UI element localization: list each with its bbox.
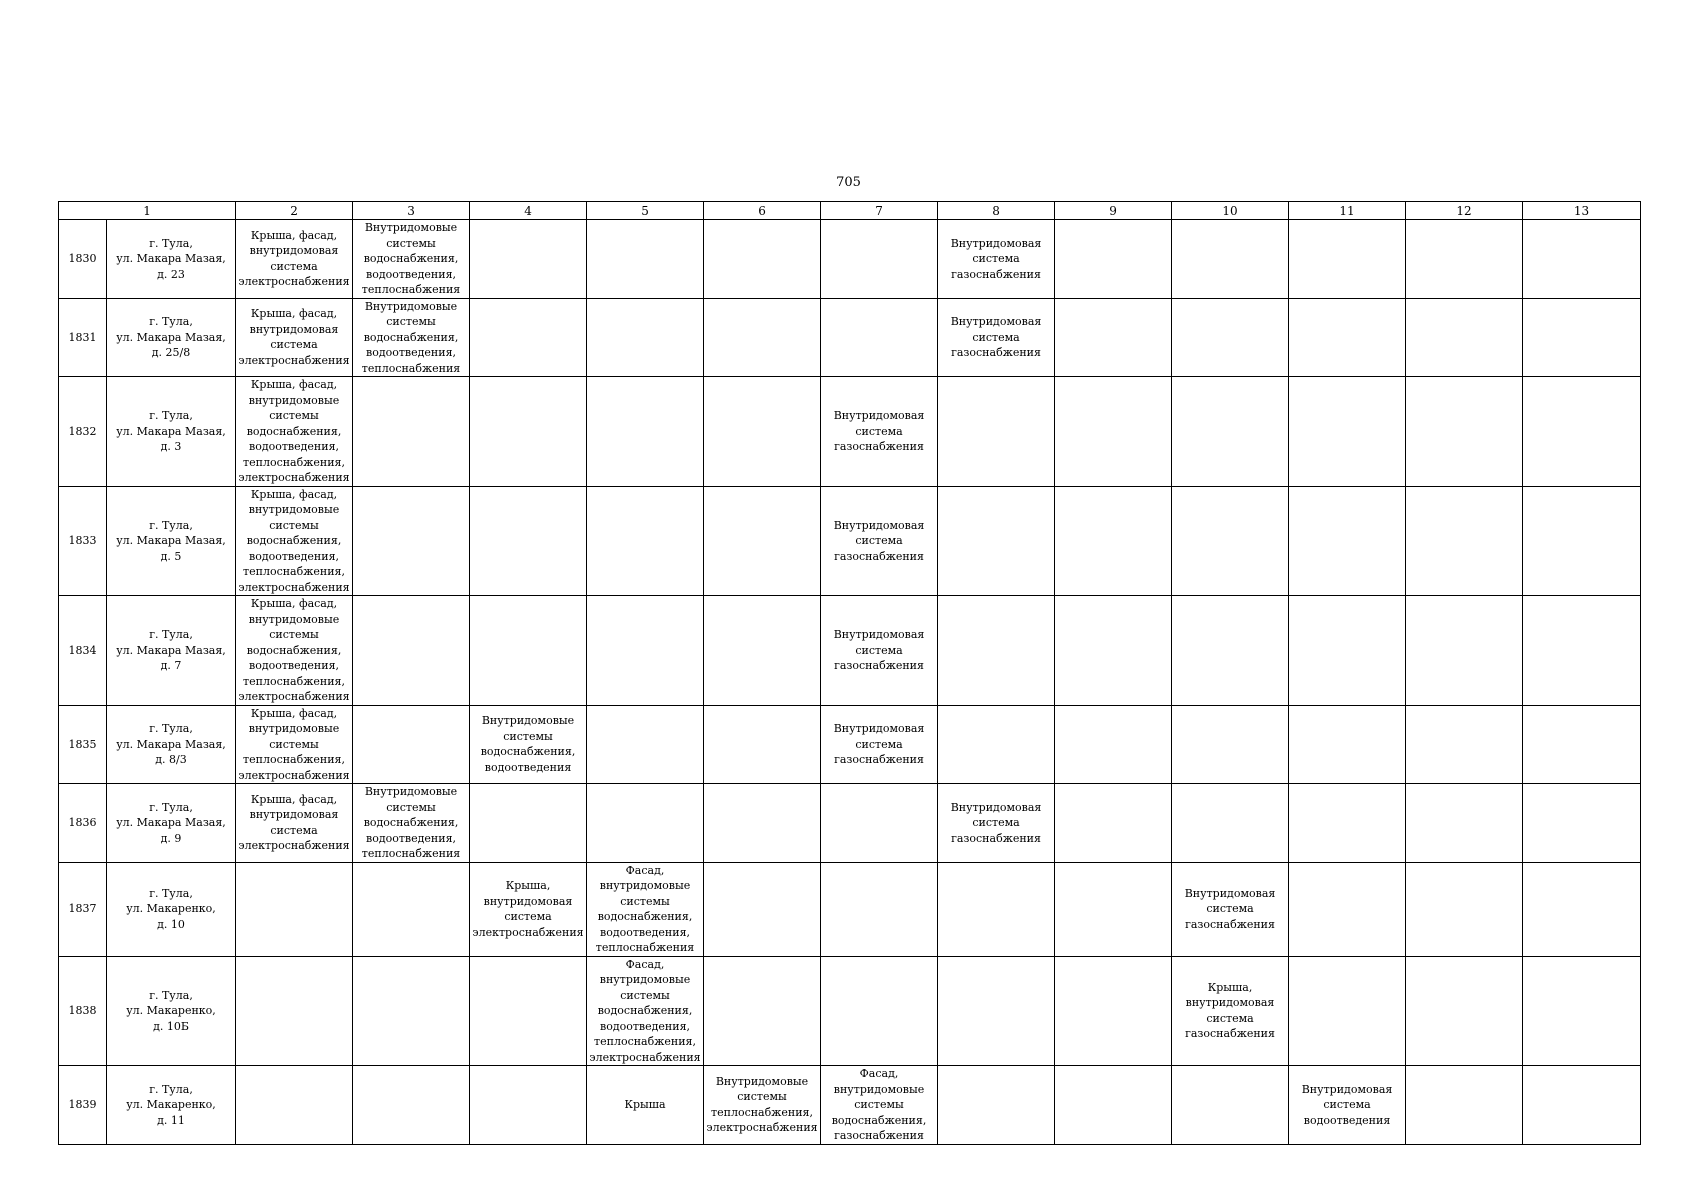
table-row xyxy=(59,705,1641,784)
work-cell-col-7 xyxy=(821,784,938,863)
work-cell-col-10 xyxy=(1172,298,1289,377)
work-cell-col-7 xyxy=(821,862,938,956)
work-cell-col-7: Внутридомовая система газоснабжения xyxy=(821,705,938,784)
work-cell-col-5 xyxy=(587,705,704,784)
work-cell-col-2: Крыша, фасад, внутридомовая система электроснабжения xyxy=(236,220,353,299)
address-cell: г. Тула, ул. Макаренко, д. 11 xyxy=(107,1066,236,1145)
work-cell-col-11 xyxy=(1289,705,1406,784)
work-cell-col-5 xyxy=(587,220,704,299)
work-cell-col-3 xyxy=(353,862,470,956)
work-cell-col-5 xyxy=(587,377,704,487)
work-cell-col-4 xyxy=(470,486,587,596)
work-cell-col-10 xyxy=(1172,784,1289,863)
work-cell-col-12 xyxy=(1406,377,1523,487)
table-row xyxy=(59,377,1641,487)
row-number: 1838 xyxy=(59,956,107,1066)
work-cell-col-10 xyxy=(1172,220,1289,299)
address-cell: г. Тула, ул. Макара Мазая, д. 25/8 xyxy=(107,298,236,377)
column-number-8: 8 xyxy=(938,202,1055,220)
work-cell-col-8 xyxy=(938,705,1055,784)
work-cell-col-9 xyxy=(1055,220,1172,299)
work-cell-col-3 xyxy=(353,596,470,706)
work-cell-col-6 xyxy=(704,298,821,377)
work-cell-col-9 xyxy=(1055,377,1172,487)
table-row xyxy=(59,956,1641,1066)
work-cell-col-11 xyxy=(1289,784,1406,863)
column-number-9: 9 xyxy=(1055,202,1172,220)
work-cell-col-11 xyxy=(1289,486,1406,596)
work-cell-col-12 xyxy=(1406,1066,1523,1145)
address-cell: г. Тула, ул. Макара Мазая, д. 8/3 xyxy=(107,705,236,784)
work-cell-col-12 xyxy=(1406,705,1523,784)
work-cell-col-3 xyxy=(353,956,470,1066)
work-cell-col-9 xyxy=(1055,298,1172,377)
work-cell-col-13 xyxy=(1523,486,1641,596)
work-cell-col-7: Внутридомовая система газоснабжения xyxy=(821,377,938,487)
work-cell-col-6 xyxy=(704,220,821,299)
work-cell-col-5 xyxy=(587,486,704,596)
work-cell-col-5: Крыша xyxy=(587,1066,704,1145)
work-cell-col-6 xyxy=(704,705,821,784)
column-number-3: 3 xyxy=(353,202,470,220)
work-cell-col-13 xyxy=(1523,1066,1641,1145)
address-cell: г. Тула, ул. Макара Мазая, д. 23 xyxy=(107,220,236,299)
row-number: 1832 xyxy=(59,377,107,487)
work-cell-col-12 xyxy=(1406,298,1523,377)
work-cell-col-2: Крыша, фасад, внутридомовые системы теплоснабжения, электроснабжения xyxy=(236,705,353,784)
address-cell: г. Тула, ул. Макара Мазая, д. 7 xyxy=(107,596,236,706)
work-cell-col-5 xyxy=(587,596,704,706)
work-cell-col-8: Внутридомовая система газоснабжения xyxy=(938,220,1055,299)
column-number-2: 2 xyxy=(236,202,353,220)
work-cell-col-9 xyxy=(1055,486,1172,596)
table-row xyxy=(59,596,1641,706)
work-cell-col-3 xyxy=(353,377,470,487)
work-cell-col-13 xyxy=(1523,596,1641,706)
address-cell: г. Тула, ул. Макаренко, д. 10Б xyxy=(107,956,236,1066)
table-row xyxy=(59,784,1641,863)
work-cell-col-6 xyxy=(704,784,821,863)
address-cell: г. Тула, ул. Макара Мазая, д. 5 xyxy=(107,486,236,596)
work-cell-col-8 xyxy=(938,596,1055,706)
work-cell-col-11 xyxy=(1289,298,1406,377)
work-cell-col-8 xyxy=(938,486,1055,596)
work-cell-col-5 xyxy=(587,298,704,377)
work-cell-col-11 xyxy=(1289,956,1406,1066)
column-number-6: 6 xyxy=(704,202,821,220)
column-number-13: 13 xyxy=(1523,202,1641,220)
work-cell-col-2: Крыша, фасад, внутридомовая система электроснабжения xyxy=(236,784,353,863)
work-cell-col-9 xyxy=(1055,705,1172,784)
work-cell-col-6 xyxy=(704,862,821,956)
table-body xyxy=(59,202,1641,1145)
table-row xyxy=(59,298,1641,377)
column-number-4: 4 xyxy=(470,202,587,220)
work-cell-col-5 xyxy=(587,784,704,863)
column-number-7: 7 xyxy=(821,202,938,220)
row-number: 1834 xyxy=(59,596,107,706)
work-cell-col-8 xyxy=(938,1066,1055,1145)
work-cell-col-11 xyxy=(1289,862,1406,956)
row-number: 1837 xyxy=(59,862,107,956)
column-number-5: 5 xyxy=(587,202,704,220)
work-cell-col-9 xyxy=(1055,784,1172,863)
work-cell-col-4 xyxy=(470,1066,587,1145)
work-cell-col-12 xyxy=(1406,784,1523,863)
work-cell-col-13 xyxy=(1523,298,1641,377)
work-cell-col-12 xyxy=(1406,596,1523,706)
work-cell-col-3: Внутридомовые системы водоснабжения, водоотведения, теплоснабжения xyxy=(353,784,470,863)
column-number-11: 11 xyxy=(1289,202,1406,220)
address-cell: г. Тула, ул. Макара Мазая, д. 9 xyxy=(107,784,236,863)
work-cell-col-8 xyxy=(938,862,1055,956)
work-cell-col-12 xyxy=(1406,486,1523,596)
work-cell-col-6 xyxy=(704,486,821,596)
work-cell-col-4 xyxy=(470,596,587,706)
work-cell-col-13 xyxy=(1523,784,1641,863)
work-cell-col-10: Крыша, внутридомовая система газоснабжения xyxy=(1172,956,1289,1066)
table-row xyxy=(59,486,1641,596)
work-cell-col-11: Внутридомовая система водоотведения xyxy=(1289,1066,1406,1145)
row-number: 1831 xyxy=(59,298,107,377)
work-cell-col-10 xyxy=(1172,377,1289,487)
work-cell-col-2: Крыша, фасад, внутридомовые системы водоснабжения, водоотведения, теплоснабжения, электроснабжения xyxy=(236,377,353,487)
work-cell-col-12 xyxy=(1406,956,1523,1066)
work-cell-col-2: Крыша, фасад, внутридомовые системы водоснабжения, водоотведения, теплоснабжения, электроснабжения xyxy=(236,486,353,596)
work-cell-col-2 xyxy=(236,956,353,1066)
column-number-10: 10 xyxy=(1172,202,1289,220)
work-cell-col-5: Фасад, внутридомовые системы водоснабжения, водоотведения, теплоснабжения, электроснабжения xyxy=(587,956,704,1066)
work-cell-col-6 xyxy=(704,956,821,1066)
work-cell-col-3: Внутридомовые системы водоснабжения, водоотведения, теплоснабжения xyxy=(353,298,470,377)
table-row xyxy=(59,1066,1641,1145)
work-cell-col-10 xyxy=(1172,596,1289,706)
work-cell-col-11 xyxy=(1289,596,1406,706)
work-cell-col-13 xyxy=(1523,705,1641,784)
work-cell-col-6: Внутридомовые системы теплоснабжения, электроснабжения xyxy=(704,1066,821,1145)
work-cell-col-8 xyxy=(938,956,1055,1066)
work-cell-col-4 xyxy=(470,377,587,487)
repair-schedule-table xyxy=(58,201,1641,1145)
column-number-1: 1 xyxy=(59,202,236,220)
row-number: 1839 xyxy=(59,1066,107,1145)
work-cell-col-2 xyxy=(236,1066,353,1145)
work-cell-col-7: Внутридомовая система газоснабжения xyxy=(821,596,938,706)
work-cell-col-13 xyxy=(1523,220,1641,299)
work-cell-col-10 xyxy=(1172,486,1289,596)
work-cell-col-7: Внутридомовая система газоснабжения xyxy=(821,486,938,596)
work-cell-col-3 xyxy=(353,486,470,596)
work-cell-col-4 xyxy=(470,784,587,863)
work-cell-col-8: Внутридомовая система газоснабжения xyxy=(938,298,1055,377)
work-cell-col-3 xyxy=(353,705,470,784)
work-cell-col-6 xyxy=(704,596,821,706)
work-cell-col-4: Внутридомовые системы водоснабжения, водоотведения xyxy=(470,705,587,784)
table-row xyxy=(59,862,1641,956)
work-cell-col-2: Крыша, фасад, внутридомовая система электроснабжения xyxy=(236,298,353,377)
work-cell-col-2 xyxy=(236,862,353,956)
row-number: 1835 xyxy=(59,705,107,784)
work-cell-col-12 xyxy=(1406,862,1523,956)
work-cell-col-4 xyxy=(470,220,587,299)
work-cell-col-9 xyxy=(1055,1066,1172,1145)
work-cell-col-8: Внутридомовая система газоснабжения xyxy=(938,784,1055,863)
work-cell-col-7 xyxy=(821,220,938,299)
work-cell-col-12 xyxy=(1406,220,1523,299)
work-cell-col-9 xyxy=(1055,596,1172,706)
work-cell-col-4: Крыша, внутридомовая система электроснабжения xyxy=(470,862,587,956)
work-cell-col-11 xyxy=(1289,220,1406,299)
work-cell-col-10 xyxy=(1172,705,1289,784)
work-cell-col-9 xyxy=(1055,862,1172,956)
work-cell-col-4 xyxy=(470,956,587,1066)
work-cell-col-13 xyxy=(1523,862,1641,956)
work-cell-col-13 xyxy=(1523,956,1641,1066)
work-cell-col-6 xyxy=(704,377,821,487)
work-cell-col-13 xyxy=(1523,377,1641,487)
address-cell: г. Тула, ул. Макаренко, д. 10 xyxy=(107,862,236,956)
work-cell-col-9 xyxy=(1055,956,1172,1066)
work-cell-col-5: Фасад, внутридомовые системы водоснабжения, водоотведения, теплоснабжения xyxy=(587,862,704,956)
page-number: 705 xyxy=(836,175,861,190)
work-cell-col-8 xyxy=(938,377,1055,487)
work-cell-col-3 xyxy=(353,1066,470,1145)
table-row xyxy=(59,220,1641,299)
address-cell: г. Тула, ул. Макара Мазая, д. 3 xyxy=(107,377,236,487)
column-numbers-row xyxy=(59,202,1641,220)
work-cell-col-7 xyxy=(821,298,938,377)
work-cell-col-10 xyxy=(1172,1066,1289,1145)
work-cell-col-3: Внутридомовые системы водоснабжения, водоотведения, теплоснабжения xyxy=(353,220,470,299)
row-number: 1833 xyxy=(59,486,107,596)
work-cell-col-7 xyxy=(821,956,938,1066)
row-number: 1830 xyxy=(59,220,107,299)
work-cell-col-11 xyxy=(1289,377,1406,487)
row-number: 1836 xyxy=(59,784,107,863)
work-cell-col-4 xyxy=(470,298,587,377)
work-cell-col-10: Внутридомовая система газоснабжения xyxy=(1172,862,1289,956)
work-cell-col-7: Фасад, внутридомовые системы водоснабжения, газоснабжения xyxy=(821,1066,938,1145)
work-cell-col-2: Крыша, фасад, внутридомовые системы водоснабжения, водоотведения, теплоснабжения, электроснабжения xyxy=(236,596,353,706)
column-number-12: 12 xyxy=(1406,202,1523,220)
